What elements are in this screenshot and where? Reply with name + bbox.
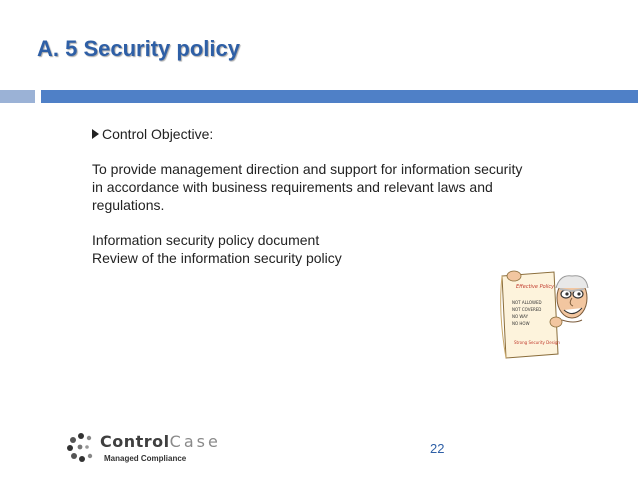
sign-line: NOT ALLOWED xyxy=(512,300,542,305)
logo-name xyxy=(100,432,221,451)
slide-title: A. 5 Security policy xyxy=(37,36,240,61)
logo-name-case: Case xyxy=(169,432,221,451)
sign-line: NOT COVERED xyxy=(512,307,542,312)
title-band-right xyxy=(41,90,638,103)
control-objective-bullet xyxy=(92,125,532,143)
policy-sign xyxy=(501,272,561,358)
slide-body xyxy=(92,125,532,267)
controlcase-logo xyxy=(66,430,226,470)
title-band-left xyxy=(0,90,35,103)
policy-item: Information security policy document xyxy=(92,232,320,248)
policy-item: Review of the information security policy xyxy=(92,250,342,266)
arrow-bullet-icon xyxy=(92,129,99,139)
sign-line: NO HOW xyxy=(512,321,530,326)
policy-cartoon-illustration xyxy=(496,262,594,362)
page-number: 22 xyxy=(430,441,445,456)
sign-footer: Strong Security Design xyxy=(514,340,560,345)
logo-tagline: Managed Compliance xyxy=(104,454,187,463)
sign-title: Effective Policy xyxy=(516,284,555,290)
cartoon-head xyxy=(556,276,588,318)
logo-name-control: Control xyxy=(100,432,170,451)
control-objective-label: Control Objective: xyxy=(102,126,214,142)
sign-line: NO WAY xyxy=(512,314,529,319)
logo-dots-icon xyxy=(66,432,96,462)
objective-text: To provide management direction and support for information security in accordance with business requirements and relevant laws and regulations. xyxy=(92,161,523,213)
